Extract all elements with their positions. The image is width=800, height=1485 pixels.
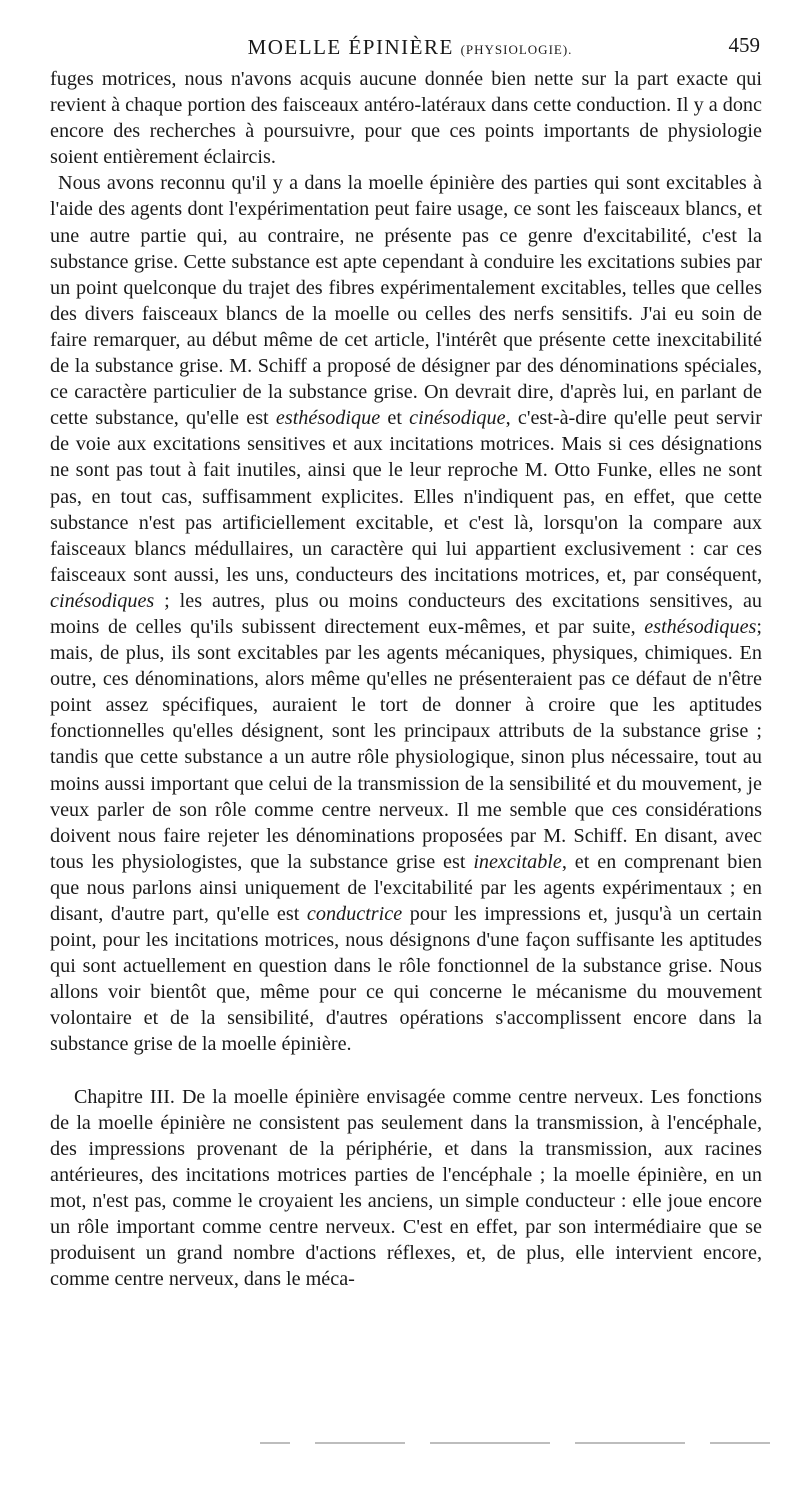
text-run: et (380, 407, 410, 430)
paragraph-continuation: fuges motrices, nous n'avons acquis aucune donnée bien nette sur la part exacte qui revient à chaque portion des faisceaux antéro-latéraux dans cette conduction. Il y a donc encore des recherches à poursuivre, pour que ces points importants de physiologie soient entièrement éclaircis. (50, 68, 762, 169)
italic-term: conductrice (306, 903, 403, 925)
text-run: ; mais, de plus, ils sont excitables par les agents mécaniques, physiques, chimiques. En outre, ces dénominations, alors même qu'elles ne présenteraient pas ce défaut de n'être point assez spécifiques, auraient le tort de donner à croire que les aptitudes fonctionnelles qu'elles désignent, sont les principaux attributs de la substance grise ; tandis que cette substance a un autre rôle physiologique, sinon plus nécessaire, tout au moins aussi important que celui de la transmission de la sensibilité et du mouvement, je veux parler de son rôle comme centre nerveux. Il me semble que ces considérations doivent nous faire rejeter les dénominations proposées par M. Schiff. En disant, avec tous les physiologistes, que la substance grise est (50, 615, 762, 873)
text-run: pour les impressions et, jusqu'à un certain point, pour les incitations motrices, nous désignons d'une façon suffisante les aptitudes qui sont actuellement en question dans le rôle fonctionnel de la substance grise. Nous allons voir bientôt que, même pour ce qui concerne le mécanisme du mouvement volontaire et de la sensibilité, d'autres opérations s'accomplissent encore dans la substance grise de la moelle épinière. (50, 903, 762, 1056)
faint-mark (260, 1442, 290, 1444)
italic-term: cinésodiques (50, 589, 155, 612)
text-run: , et en comprenant bien que nous parlons ainsi uniquement de l'excitabilité par les agents expérimentaux ; en disant, d'autre part, qu'elle est (50, 850, 762, 925)
running-header (60, 30, 760, 64)
body-text (50, 66, 762, 1292)
text-run: , c'est-à-dire qu'elle peut servir de voie aux excitations sensitives et aux incitations motrices. Mais si ces désignations ne sont pas tout à fait inutiles, ainsi que le leur reproche M. Otto Funke, elles ne sont pas, en tout cas, suffisamment explicites. Elles n'indiquent pas, en effet, que cette substance n'est pas artificiellement excitable, et c'est là, lorsqu'on la compare aux faisceaux blancs médullaires, un caractère qui lui appartient exclusivement : car ces faisceaux sont aussi, les uns, conducteurs des incitations motrices, et, par conséquent, (50, 407, 762, 586)
faint-mark (430, 1442, 550, 1444)
faint-mark (315, 1442, 405, 1444)
faint-mark (710, 1442, 770, 1444)
italic-term: esthésodique (275, 407, 381, 430)
running-title-section: (PHYSIOLOGIE). (460, 42, 573, 57)
faint-mark (575, 1442, 685, 1444)
chapter-text: Les fonctions de la moelle épinière ne consistent pas seulement dans la transmission, à l'encéphale, des impressions provenant de la périphérie, et dans la transmission, aux racines antérieures, des incitations motrices parties de l'encéphale ; la moelle épinière, en un mot, n'est pas, comme le croyaient les anciens, un simple conducteur : elle joue encore un rôle important comme centre nerveux. C'est en effet, par son intermédiaire que se produisent un grand nombre d'actions réflexes, et, de plus, elle intervient encore, comme centre nerveux, dans le méca- (50, 1085, 763, 1291)
text-run: ; les autres, plus ou moins conducteurs des excitations sensitives, au moins de celles qu'ils subissent directement eux-mêmes, et par suite, (50, 589, 762, 638)
chapter-label: Chapitre III. (74, 1085, 175, 1108)
italic-term: cinésodique (409, 407, 506, 430)
running-title-main: MOELLE ÉPINIÈRE (247, 35, 461, 59)
text-run: Nous avons reconnu qu'il y a dans la moelle épinière des parties qui sont excitables à l'aide des agents dont l'expérimentation peut faire usage, ce sont les faisceaux blancs, et une autre partie qui, au contraire, ne présente pas ce genre d'excitabilité, c'est la substance grise. Cette substance est apte cependant à conduire les excitations subies par un point quelconque du trajet des fibres expérimentalement excitables, telles que celles des divers faisceaux blancs de la moelle ou celles des nerfs sensitifs. J'ai eu soin de faire remarquer, au début même de cet article, l'intérêt que présente cette inexcitabilité de la substance grise. M. Schiff a proposé de désigner par des dénominations spéciales, ce caractère particulier de la substance grise. On devrait dire, d'après lui, en parlant de cette substance, qu'elle est (50, 172, 762, 430)
chapter-paragraph (50, 1084, 762, 1293)
bleed-through-marks (260, 1440, 770, 1446)
paragraph-gray-substance (50, 170, 762, 1057)
page-number: 459 (728, 33, 760, 57)
italic-term: esthésodiques (644, 615, 757, 638)
italic-term: inexcitable (473, 850, 562, 873)
chapter-heading: De la moelle épinière envisagée comme centre nerveux. (181, 1085, 644, 1108)
running-title (60, 30, 760, 67)
